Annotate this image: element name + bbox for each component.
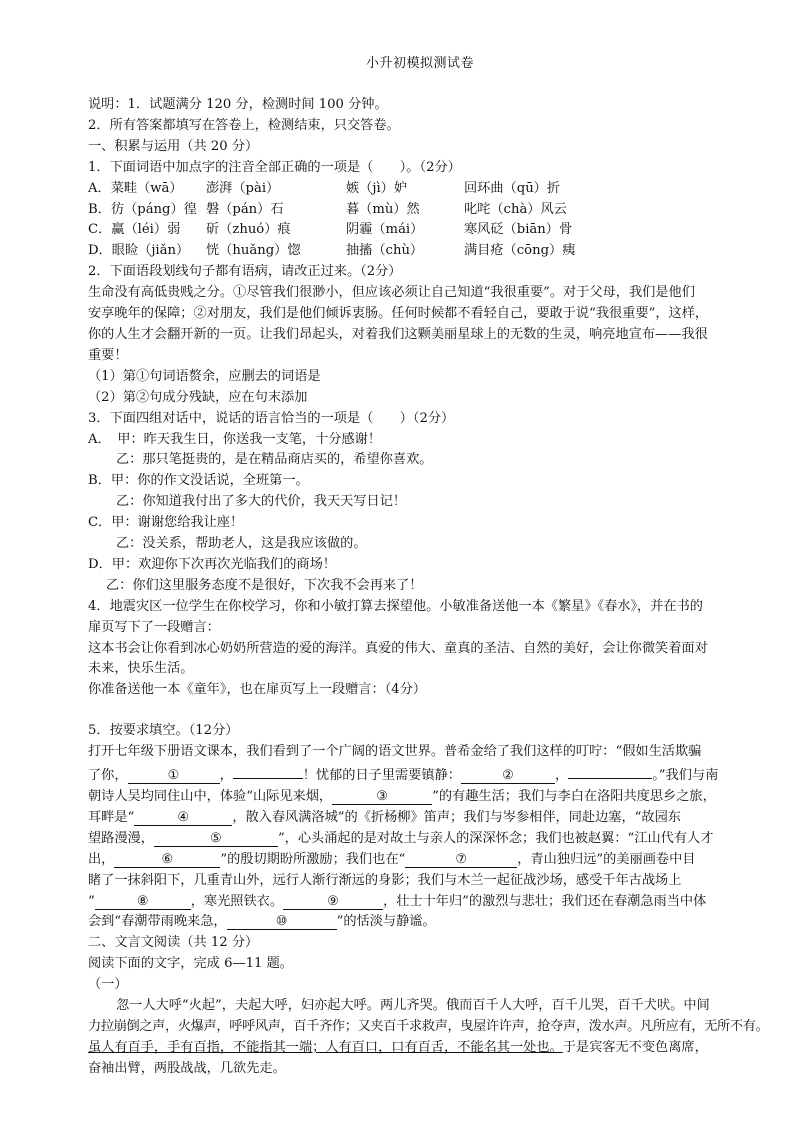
text-segment: ”的殷切期盼所激励；我们也在“ (220, 851, 406, 867)
text-segment: 望路漫漫， (88, 830, 154, 846)
q1-option-word: 满目疮（cōng）痍 (464, 243, 576, 259)
question-3: 3．下面四组对话中，说话的语言恰当的一项是（ ）（2分） (88, 410, 455, 426)
paragraph-line: 这本书会让你看到冰心奶奶所营造的爱的海洋。真爱的伟大、童真的圣洁、自然的美好，会让你微笑着面对 (88, 640, 708, 656)
paragraph-line: 打开七年级下册语文课本，我们看到了一个广阔的语文世界。普希金给了我们这样的叮咛：“假如生活欺骗 (88, 744, 702, 760)
passage-line: 力拉崩倒之声，火爆声，呼呼风声，百千齐作；又夹百千求救声，曳屋许许声，抢夺声，泼水声。凡所应有，无所不有。 (88, 1018, 769, 1034)
text-segment: 耳畔是“ (88, 809, 135, 825)
q1-option-row (88, 241, 752, 262)
text-segment: ”，心头涌起的是对故土与亲人的深深怀念；我们也被赵翼：“江山代有人才 (277, 830, 714, 846)
text-segment: ！忧郁的日子里需要镇静： (302, 768, 461, 784)
fill-line (88, 892, 752, 913)
text-segment: 。”我们与南 (652, 768, 719, 784)
passage-line: 奋袖出臂，两股战战，几欲先走。 (88, 1060, 286, 1076)
dialogue-line: 乙：那只笔挺贵的，是在精品商店买的，希望你喜欢。 (116, 452, 433, 468)
text-segment: ，寒光照铁衣。 (190, 893, 284, 909)
answer-blank[interactable]: ④ (134, 810, 232, 826)
q1-option-word: 暮（mù）然 (346, 201, 420, 217)
fill-line (88, 763, 752, 787)
answer-blank[interactable]: ⑧ (95, 894, 191, 910)
dialogue-line: D．甲：欢迎你下次再次光临我们的商场！ (88, 556, 336, 572)
fill-line (88, 808, 752, 829)
dialogue-line: 乙：你们这里服务态度不是很好，下次我不会再来了！ (106, 577, 423, 593)
q1-option-d: D．眼睑（jiǎn） (88, 243, 190, 259)
exam-page (88, 46, 769, 1080)
spacer (88, 701, 752, 721)
text-segment: ，散入春风满洛城”的《折杨柳》笛声；我们与岑参相伴，同赴边塞，“故园东 (232, 809, 681, 825)
text-segment: 于是宾客无不变色离席， (562, 1039, 708, 1055)
instruction-line-1: 说明：1．试题满分 120 分，检测时间 100 分钟。 (88, 97, 388, 112)
text-segment: ”的恬淡与静谧。 (336, 914, 436, 930)
fill-line (88, 850, 752, 871)
underlined-sentence: 虽人有百手，手有百指，不能指其一端；人有百口，口有百舌，不能名其一处也。 (88, 1039, 563, 1055)
answer-blank[interactable]: ⑤ (154, 831, 278, 847)
fill-line (88, 787, 752, 808)
q1-option-word: 恍（huǎng）惚 (206, 243, 301, 259)
q1-option-b: B．彷（páng）徨 (88, 201, 197, 217)
question-4: 4．地震灾区一位学生在你校学习，你和小敏打算去探望他。小敏准备送他一本《繁星》《春水》，并在书的 (88, 598, 703, 614)
paragraph-line: 睹了一抹斜阳下，几重青山外，远行人渐行渐远的身影；我们与木兰一起征战沙场，感受千年古战场上 (88, 872, 682, 888)
text-segment: ， (219, 768, 233, 784)
q1-option-word: 叱咤（chà）风云 (464, 201, 567, 217)
paragraph-line: 重要！ (88, 347, 128, 363)
q1-option-word: 抽搐（chù） (346, 243, 424, 259)
paragraph-line: 未来，快乐生活。 (88, 661, 194, 677)
sub-question: （2）第②句成分残缺，应在句末添加 (88, 389, 308, 405)
text-segment: “ (88, 893, 95, 909)
text-segment: ”的有趣生活；我们与李白在洛阳共度思乡之旅， (432, 789, 716, 804)
q1-option-row (88, 179, 752, 200)
dialogue-line: B．甲：你的作文没话说，全班第一。 (88, 473, 309, 489)
paragraph-line: 安享晚年的保障；②对朋友，我们是他们倾诉衷肠。任何时候都不看轻自己，要敢于说“我很重要”，这样， (88, 306, 709, 322)
answer-blank[interactable] (233, 763, 303, 779)
q1-option-c: C．赢（léi）弱 (88, 222, 181, 238)
question-5: 5．按要求填空。（12分） (88, 723, 239, 739)
q1-option-a: A．菜畦（wā） (88, 180, 183, 196)
dialogue-line: 乙：你知道我付出了多大的代价，我天天写日记！ (116, 494, 407, 510)
answer-blank[interactable]: ⑨ (283, 894, 383, 910)
question-1: 1．下面词语中加点字的注音全部正确的一项是（ ）。（2分） (88, 159, 461, 175)
answer-blank[interactable]: ⑩ (227, 914, 337, 930)
q1-option-row (88, 220, 752, 241)
paragraph-line: 生命没有高低贵贱之分。①尽管我们很渺小，但应该必须让自己知道“我很重要”。对于父母，我们是他们 (88, 285, 695, 301)
q1-option-word: 磐（pán）石 (206, 201, 284, 217)
page-title: 小升初模拟测试卷 (365, 56, 474, 71)
q1-option-word: 斫（zhuó）痕 (206, 222, 291, 238)
sub-question: （1）第①句词语赘余，应删去的词语是 (88, 368, 321, 384)
section-heading-1: 一、积累与运用（共 20 分） (88, 138, 259, 154)
text-segment: ， (555, 768, 569, 784)
paragraph-line: 你的人生才会翻开新的一页。让我们昂起头，对着我们这颗美丽星球上的无数的生灵，响亮地宣布——我很 (88, 326, 708, 342)
question-2: 2．下面语段划线句子都有语病，请改正过来。（2分） (88, 264, 402, 280)
instruction-line-2: 2．所有答案都填写在答卷上，检测结束，只交答卷。 (88, 117, 400, 133)
answer-blank[interactable]: ② (461, 768, 555, 784)
text-segment: ，壮士十年归”的激烈与悲壮；我们还在春潮急雨当中体 (383, 893, 707, 909)
passage-line (88, 1038, 752, 1059)
dialogue-line: 乙：没关系，帮助老人，这是我应该做的。 (116, 536, 367, 552)
q1-option-word: 回环曲（qū）折 (464, 180, 561, 196)
answer-blank[interactable]: ⑦ (405, 852, 517, 868)
paragraph-line: 你准备送他一本《童年》，也在扉页写上一段赠言：（4分） (88, 682, 427, 698)
q1-option-word: 阴霾（mái） (346, 222, 424, 238)
answer-blank[interactable] (568, 763, 652, 779)
answer-blank[interactable]: ③ (332, 789, 432, 805)
answer-blank[interactable]: ⑥ (114, 852, 220, 868)
text-segment: 了你， (88, 768, 128, 784)
fill-line (88, 912, 752, 933)
dialogue-line: C．甲：谢谢您给我让座！ (88, 515, 244, 531)
q1-option-word: 澎湃（pài） (206, 180, 280, 196)
q1-option-word: 寒风砭（biān）骨 (464, 222, 573, 238)
section-instruction: 阅读下面的文字，完成 6—11 题。 (88, 956, 293, 972)
fill-line (88, 829, 752, 850)
paragraph-line: 扉页写下了一段赠言： (88, 619, 220, 635)
dialogue-line: A． 甲：昨天我生日，你送我一支笔，十分感谢！ (88, 431, 382, 447)
text-segment: 朝诗人吴均同住山中，体验“山际见来烟， (88, 789, 333, 804)
answer-blank[interactable]: ① (128, 768, 220, 784)
text-segment: 出， (88, 851, 115, 867)
text-segment: ，青山独归远”的美丽画卷中目 (517, 851, 696, 867)
part-label: （一） (88, 977, 128, 993)
q1-option-word: 嫉（jì）妒 (346, 180, 408, 196)
q1-option-row (88, 200, 752, 221)
passage-line: 忽一人大呼“火起”，夫起大呼，妇亦起大呼。两儿齐哭。俄而百千人大呼，百千儿哭，百千犬吠。中间 (116, 998, 710, 1014)
text-segment: 会到“春潮带雨晚来急， (88, 914, 227, 930)
section-heading-2: 二、文言文阅读（共 12 分） (88, 935, 259, 951)
